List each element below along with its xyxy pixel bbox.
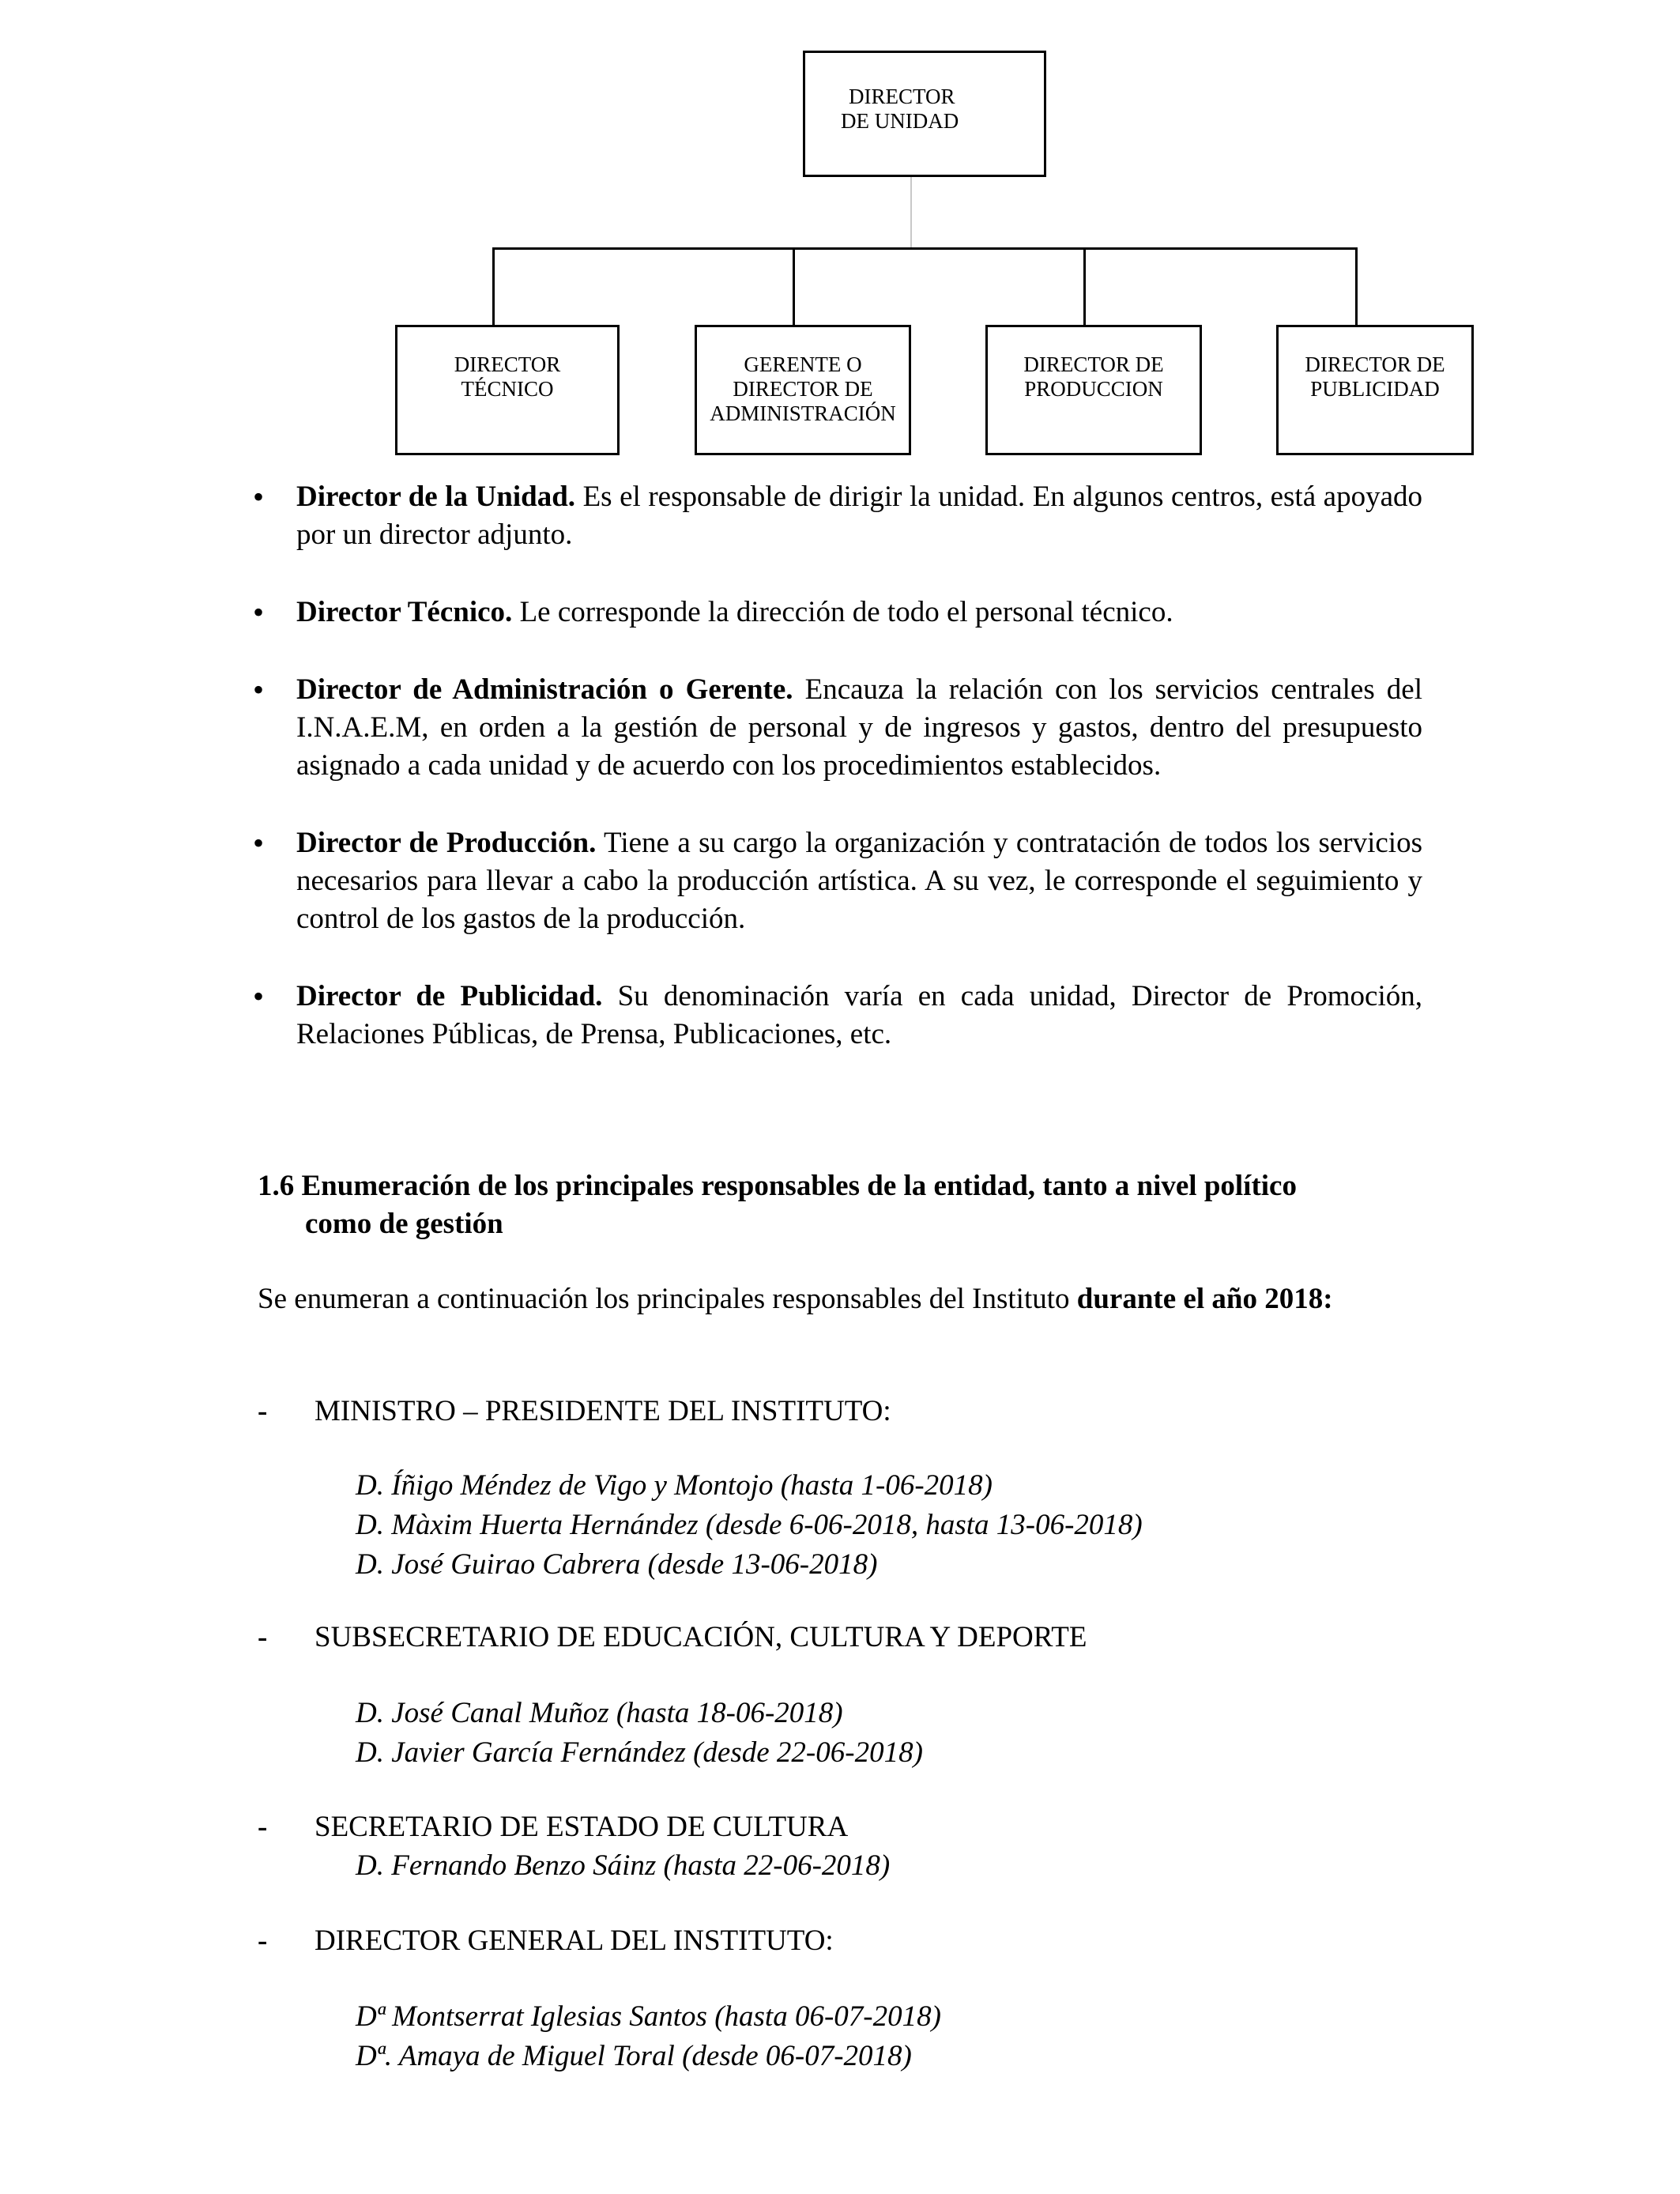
role-term: Director de Publicidad. <box>296 980 603 1012</box>
intro-bold: durante el año 2018: <box>1076 1283 1333 1315</box>
position-title: SUBSECRETARIO DE EDUCACIÓN, CULTURA Y DEPORTE <box>315 1621 1087 1653</box>
dash-marker: - <box>258 1621 268 1653</box>
person-name: Dª Montserrat Iglesias Santos (hasta 06-07-2018) <box>356 2000 941 2033</box>
person-name: D. José Guirao Cabrera (desde 13-06-2018) <box>356 1548 878 1581</box>
dash-marker: - <box>258 1395 268 1427</box>
connector-drop <box>793 247 795 326</box>
person-name: D. Íñigo Méndez de Vigo y Montojo (hasta 1-06-2018) <box>356 1469 993 1502</box>
names-list <box>356 1846 890 1886</box>
position-title: MINISTRO – PRESIDENTE DEL INSTITUTO: <box>315 1395 891 1427</box>
position-title: SECRETARIO DE ESTADO DE CULTURA <box>315 1811 849 1843</box>
role-list <box>253 478 1422 1093</box>
org-box-line: PRODUCCION <box>1024 377 1163 401</box>
person-name: D. Javier García Fernández (desde 22-06-2018) <box>356 1736 923 1769</box>
org-box-line: DIRECTOR <box>454 352 561 376</box>
org-box-director-unidad <box>803 51 1046 177</box>
heading-line: como de gestión <box>305 1208 503 1240</box>
role-term: Director Técnico. <box>296 596 513 628</box>
dash-marker: - <box>258 1811 268 1843</box>
role-text: Tiene a su cargo la organización y contratación de todos los servicios necesarios para llevar a cabo la producción artística. A su vez, le corresponde el seguimiento y control de los gastos de la producción. <box>296 827 1422 935</box>
org-box-line: TÉCNICO <box>461 377 554 401</box>
connector-drop <box>1355 247 1358 326</box>
role-term: Director de Producción. <box>296 827 597 859</box>
org-box-director-produccion <box>985 325 1202 455</box>
list-item <box>296 671 1422 785</box>
connector-vertical <box>910 177 912 248</box>
list-item <box>296 478 1422 554</box>
person-name: D. Fernando Benzo Sáinz (hasta 22-06-2018) <box>356 1849 891 1882</box>
list-item <box>296 824 1422 938</box>
list-item <box>296 594 1422 631</box>
intro-text: Se enumeran a continuación los principales responsables del Instituto <box>258 1283 1077 1315</box>
role-text: Su denominación varía en cada unidad, Director de Promoción, Relaciones Públicas, de Prensa, Publicaciones, etc. <box>296 980 1422 1050</box>
role-term: Director de Administración o Gerente. <box>296 673 793 706</box>
role-term: Director de la Unidad. <box>296 481 576 513</box>
names-list <box>356 1997 941 2076</box>
connector-drop <box>1083 247 1086 326</box>
connector-drop <box>492 247 495 326</box>
role-text: Le corresponde la dirección de todo el personal técnico. <box>512 596 1173 628</box>
person-name: Dª. Amaya de Miguel Toral (desde 06-07-2018) <box>356 2040 912 2072</box>
role-text: Encauza la relación con los servicios centrales del I.N.A.E.M, en orden a la gestión de personal y de ingresos y gastos, dentro del presupuesto asignado a cada unidad y de acuerdo con los procedimientos establecidos. <box>296 673 1422 782</box>
person-name: D. Màxim Huerta Hernández (desde 6-06-2018, hasta 13-06-2018) <box>356 1509 1143 1541</box>
org-box-line: DIRECTOR DE <box>1023 352 1164 376</box>
section-heading <box>258 1167 1422 1243</box>
list-item <box>296 978 1422 1054</box>
role-text: Es el responsable de dirigir la unidad. En algunos centros, está apoyado por un director adjunto. <box>296 481 1422 551</box>
org-box-line: DIRECTOR <box>849 85 955 108</box>
org-box-director-publicidad <box>1276 325 1474 455</box>
org-box-director-tecnico <box>395 325 620 455</box>
org-box-line: ADMINISTRACIÓN <box>710 401 896 425</box>
org-box-line: DIRECTOR DE <box>1305 352 1445 376</box>
names-list <box>356 1466 1143 1585</box>
person-name: D. José Canal Muñoz (hasta 18-06-2018) <box>356 1697 843 1729</box>
connector-horizontal <box>492 247 1358 250</box>
intro-paragraph <box>258 1280 1422 1318</box>
names-list <box>356 1694 923 1773</box>
org-box-line: DIRECTOR DE <box>733 377 873 401</box>
heading-line: 1.6 Enumeración de los principales responsables de la entidad, tanto a nivel político <box>258 1170 1297 1202</box>
org-box-gerente <box>695 325 911 455</box>
org-box-line: PUBLICIDAD <box>1310 377 1440 401</box>
org-box-line: GERENTE O <box>744 352 862 376</box>
position-title: DIRECTOR GENERAL DEL INSTITUTO: <box>315 1924 834 1957</box>
org-box-line: DE UNIDAD <box>841 109 959 133</box>
dash-marker: - <box>258 1924 268 1957</box>
